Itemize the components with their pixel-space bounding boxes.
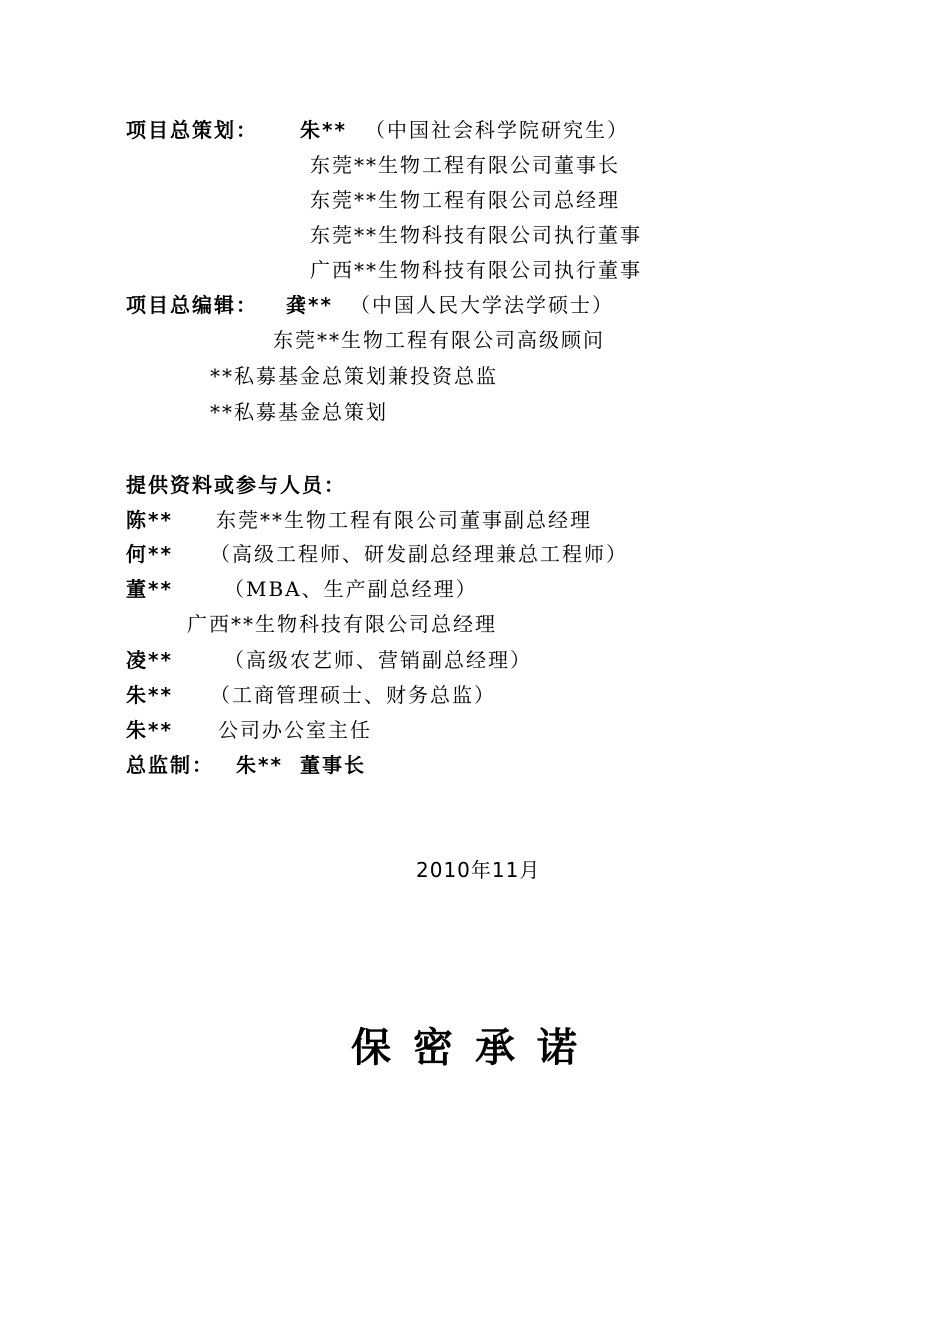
- date-year-unit: 年: [470, 858, 492, 882]
- planning-title-4: 东莞**生物科技有限公司执行董事: [310, 223, 642, 247]
- editing-label: 项目总编辑：: [126, 293, 258, 317]
- planning-title-1: （中国社会科学院研究生）: [365, 118, 629, 142]
- contributor-role: （工商管理硕士、财务总监）: [210, 683, 496, 707]
- planning-title-3: 东莞**生物工程有限公司总经理: [310, 188, 620, 212]
- supervision-title: 董事长: [300, 753, 366, 777]
- editing-name: 龚**: [286, 293, 333, 317]
- contributor-name: 何**: [126, 542, 173, 566]
- contributor-name: 陈**: [126, 508, 173, 532]
- contributors-heading: 提供资料或参与人员：: [126, 473, 346, 497]
- editing-title-4: **私募基金总策划: [210, 400, 388, 424]
- editing-title-3: **私募基金总策划兼投资总监: [210, 364, 498, 388]
- contributor-role-2: 广西**生物科技有限公司总经理: [187, 612, 497, 636]
- contributor-role: 公司办公室主任: [218, 718, 372, 742]
- date-month: 11: [491, 858, 520, 882]
- planning-title-5: 广西**生物科技有限公司执行董事: [310, 258, 642, 282]
- confidentiality-heading: 保密承诺: [351, 1025, 599, 1071]
- editing-title-2: 东莞**生物工程有限公司高级顾问: [273, 328, 605, 352]
- contributor-name: 董**: [126, 577, 173, 601]
- date-year: 2010: [416, 858, 471, 882]
- contributor-name: 凌**: [126, 648, 173, 672]
- contributor-name: 朱**: [126, 718, 173, 742]
- contributor-role: （高级农艺师、营销副总经理）: [224, 648, 532, 672]
- date-month-unit: 月: [519, 858, 541, 882]
- contributor-role: 东莞**生物工程有限公司董事副总经理: [216, 508, 592, 532]
- contributor-role: （MBA、生产副总经理）: [224, 577, 478, 601]
- contributor-role: （高级工程师、研发副总经理兼总工程师）: [210, 542, 628, 566]
- planning-label: 项目总策划：: [126, 118, 258, 142]
- planning-name: 朱**: [300, 118, 347, 142]
- supervision-label: 总监制：: [126, 753, 214, 777]
- editing-title-1: （中国人民大学法学硕士）: [350, 293, 614, 317]
- contributor-name: 朱**: [126, 683, 173, 707]
- document-date: [416, 857, 540, 883]
- supervision-name: 朱**: [236, 753, 283, 777]
- planning-title-2: 东莞**生物工程有限公司董事长: [310, 153, 620, 177]
